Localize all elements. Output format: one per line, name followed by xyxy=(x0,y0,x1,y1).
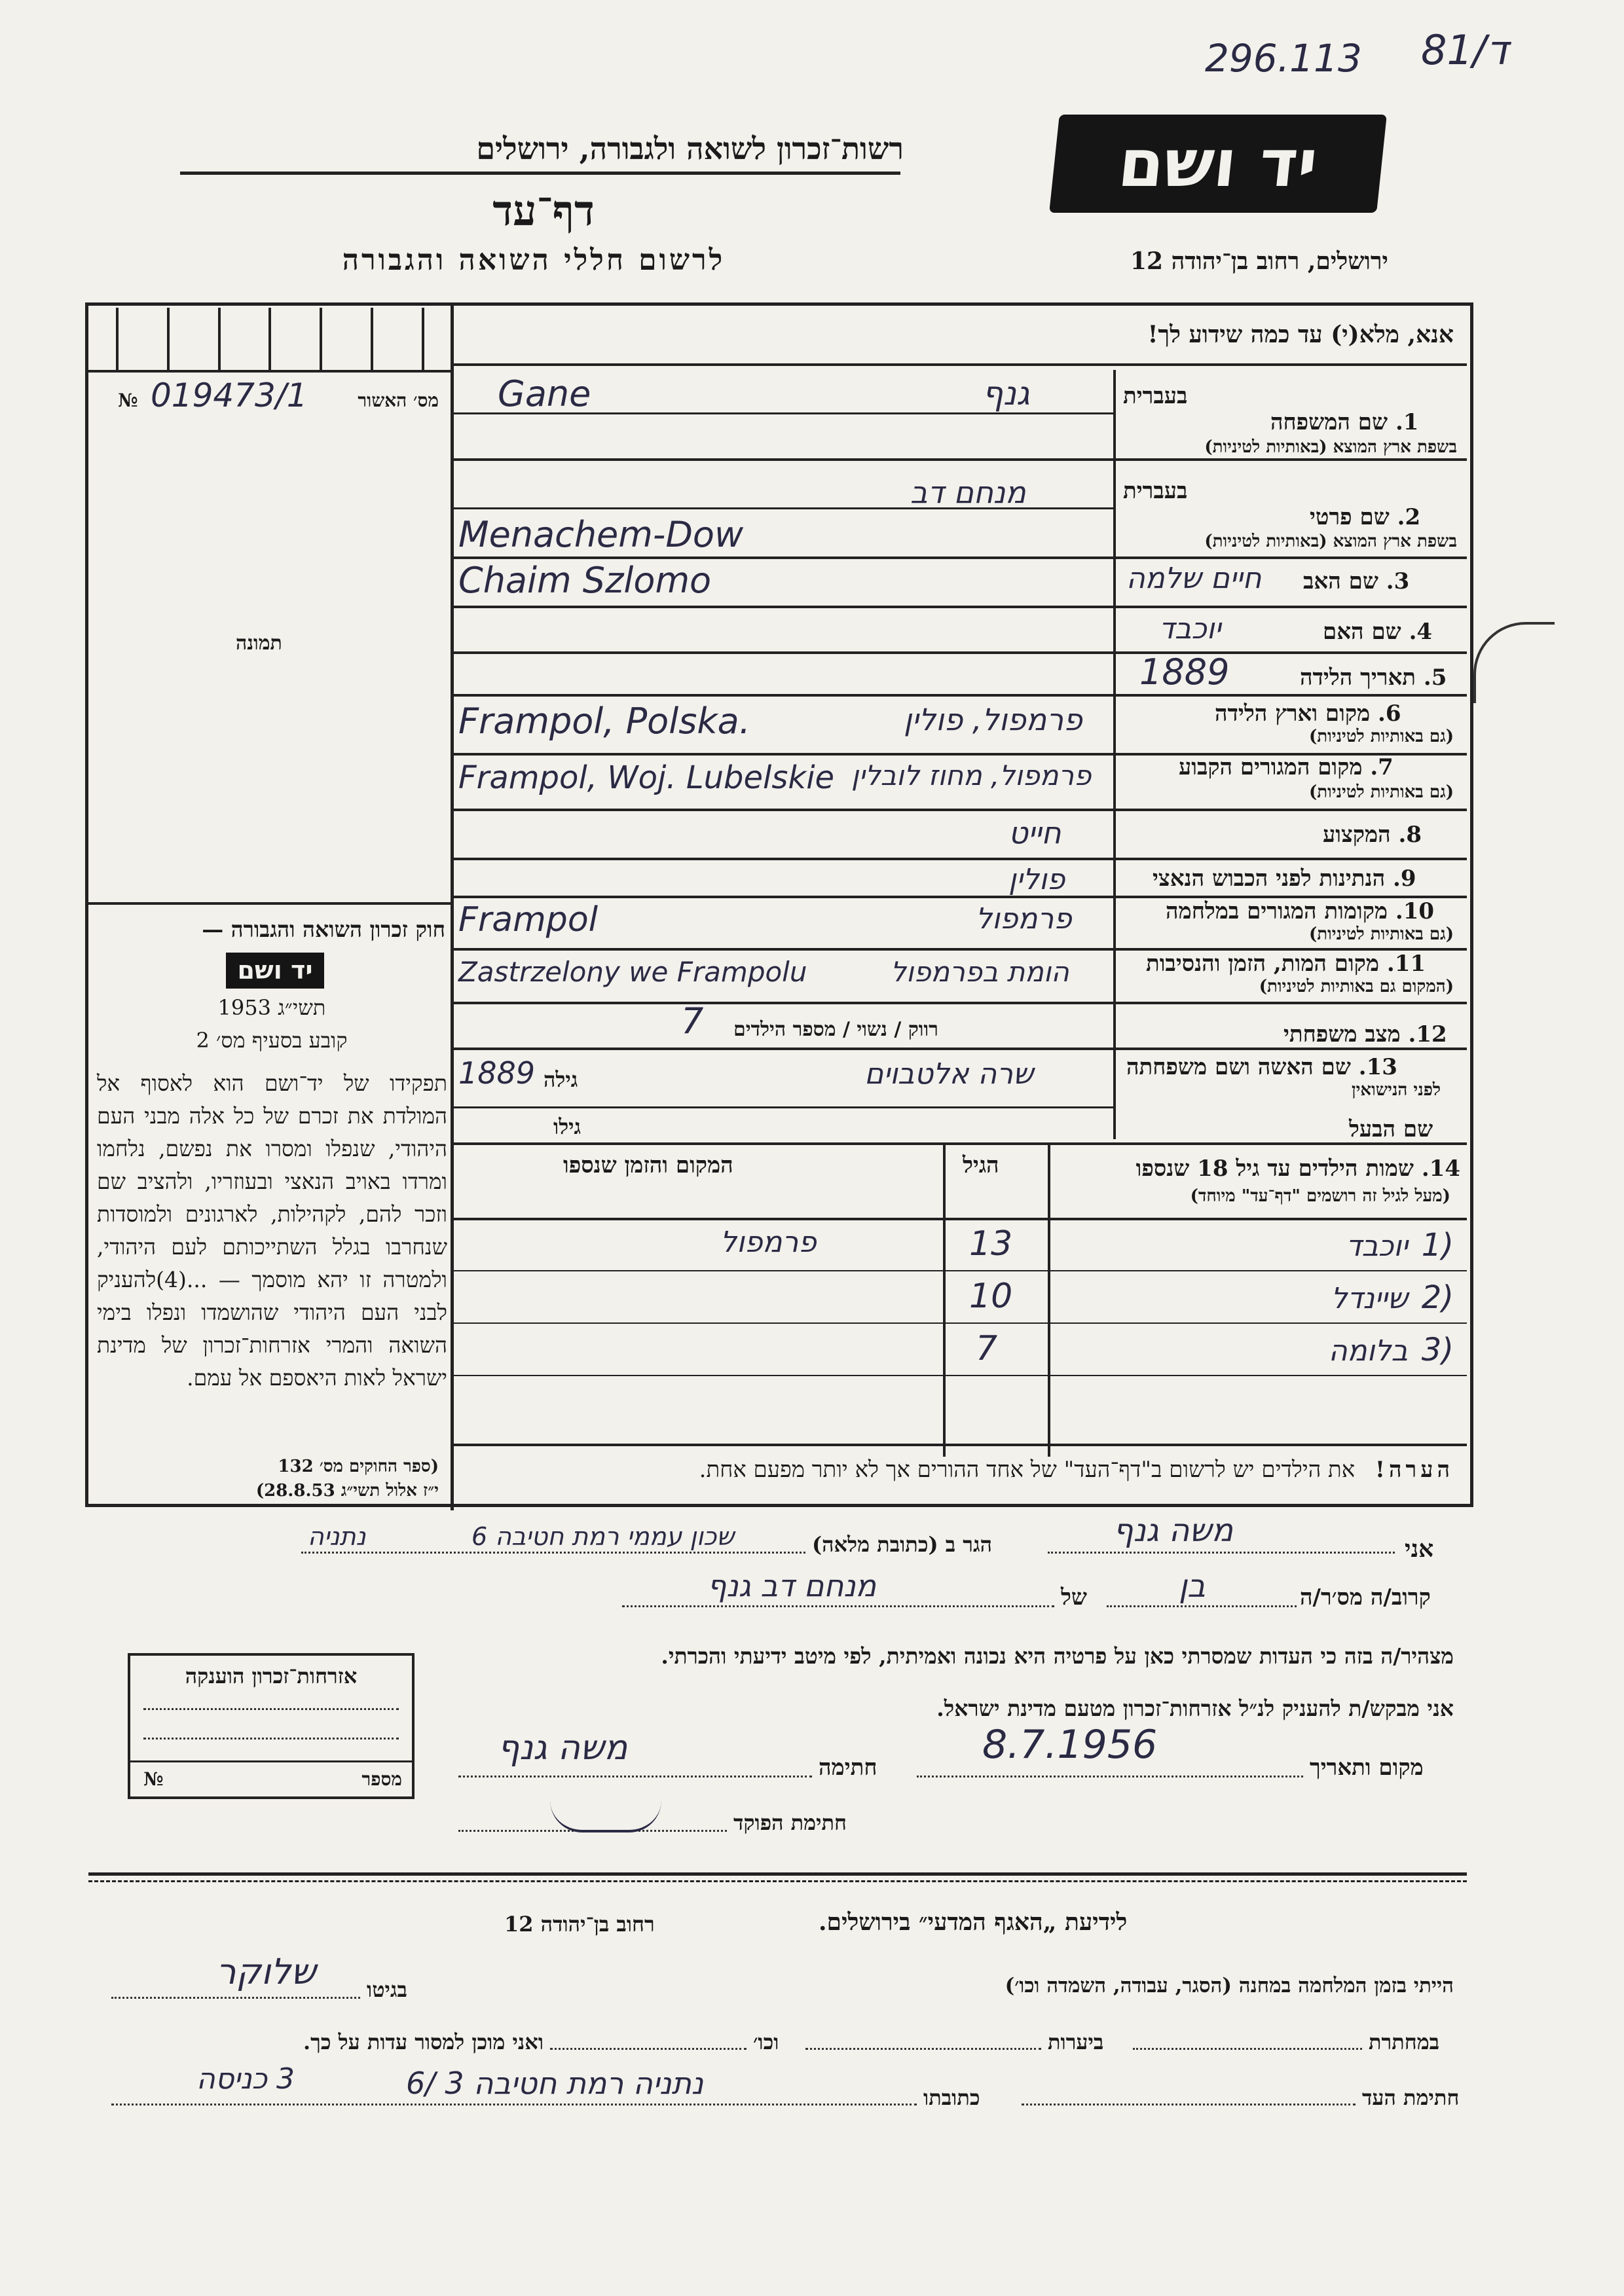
child-1-age: 13 xyxy=(969,1224,1013,1264)
field-4-label: 4. שם האם xyxy=(1323,619,1433,645)
field-4-hebrew: יוכבד xyxy=(1159,612,1221,646)
field-7-label: 7. מקום המגורים הקבוע xyxy=(1179,754,1393,780)
witness-address: נתניה רמת חטיבה 3 /6 xyxy=(406,2066,704,2101)
children-title: 14. שמות הילדים עד גיל 18 שנספו xyxy=(1135,1156,1460,1182)
child-2-age: 10 xyxy=(969,1277,1013,1316)
field-11-sub: (המקום גם באותיות לטיניות) xyxy=(1259,977,1454,996)
field-6-label: 6. מקום וארץ הלידה xyxy=(1215,701,1401,727)
field-10-label: 10. מקומות המגורים במלחמה xyxy=(1166,898,1435,924)
field-3-latin: Chaim Szlomo xyxy=(458,560,712,601)
field-2-heb-tag: בעברית xyxy=(1123,478,1188,504)
field-1-sub: בשפת ארץ המוצא (באותיות לטיניות) xyxy=(1204,437,1457,457)
field-6-latin: Frampol, Polska. xyxy=(458,701,750,742)
law-logo xyxy=(226,953,324,989)
witness-entrance: 3 כניסה xyxy=(196,2062,295,2096)
spouse-age-label: גילה xyxy=(544,1067,578,1092)
file-number: 296.113 xyxy=(1205,36,1362,81)
place-date-label: מקום ותאריך xyxy=(1310,1755,1424,1781)
field-2-label: 2. שם פרטי xyxy=(1310,504,1421,530)
citizenship-title: אזרחות־זכרון הוענקה xyxy=(185,1664,358,1688)
registration-label: מס׳ האשור xyxy=(358,390,439,411)
officer-signature-label: חתימת הפוקד xyxy=(733,1810,847,1835)
col-age-header: הגיל xyxy=(963,1152,999,1178)
field-1-hebrew: גנף xyxy=(982,374,1030,412)
relative-value: בן xyxy=(1179,1568,1206,1605)
request-text: אני מבקש/ת להעניק לנ״ל אזרחות־זכרון מטעם מדינת ישראל. xyxy=(936,1696,1454,1721)
officer-signature-mark xyxy=(550,1800,661,1832)
field-3-hebrew: חיים שלמה xyxy=(1126,562,1262,595)
of-label: של xyxy=(1061,1584,1087,1611)
field-12-children-count: 7 xyxy=(681,1000,704,1042)
spouse-age: 1889 xyxy=(458,1055,536,1091)
affirmation-text: מצהיר/ה בזה כי העדות שמסרתי כאן על פרטיה היא נכונה ואמיתית, לפי מיטב ידיעתי והכרתי. xyxy=(661,1643,1454,1669)
children-sub: (מעל לגיל זה רושמים "דף־עד" מיוחד) xyxy=(1190,1186,1450,1206)
deceased-name: מנחם דב גנף xyxy=(707,1568,876,1603)
field-1-label: 1. שם המשפחה xyxy=(1270,409,1419,435)
child-1-place: פרמפול xyxy=(720,1226,817,1259)
law-year: תשי״ג 1953 xyxy=(217,995,326,1020)
registration-prefix: № xyxy=(118,390,138,411)
instruction-text: אנא, מלא(י) עד כמה שידוע לך! xyxy=(1147,321,1454,348)
declaration-date: 8.7.1956 xyxy=(982,1722,1158,1768)
field-2-sub: בשפת ארץ המוצא (באותיות לטיניות) xyxy=(1204,532,1457,551)
citizenship-number-prefix: № xyxy=(143,1768,164,1790)
relative-label: קרוב/ה מס׳ר/ה xyxy=(1300,1584,1431,1611)
child-row-2 xyxy=(1054,1277,1460,1322)
child-row-1 xyxy=(1054,1224,1460,1270)
law-title: חוק זכרון השואה והגבורה — xyxy=(202,917,445,942)
child-3-index: 3) xyxy=(1421,1332,1454,1368)
declarant-name: משה גנף xyxy=(1113,1512,1233,1549)
note xyxy=(471,1457,1454,1483)
child-2-name: שיינדל xyxy=(1331,1282,1408,1315)
field-13-hebrew: שרה אלטבוים xyxy=(864,1057,1034,1091)
field-9-label: 9. הנתינות לפני הכבוש הנאצי xyxy=(1153,866,1416,892)
logo-text: יד ושם xyxy=(1115,125,1321,202)
field-11-hebrew: הומת בפרמפול xyxy=(891,956,1069,988)
footer-address: רחוב בן־יהודה 12 xyxy=(504,1912,655,1937)
field-10-hebrew: פרמפול xyxy=(976,902,1072,936)
authority-name: רשות־זכרון לשואה ולגבורה, ירושלים xyxy=(476,131,904,166)
registration-value: 019473/1 xyxy=(151,376,308,414)
witness-address-label: כתובתו xyxy=(923,2085,980,2110)
field-5-latin: 1889 xyxy=(1139,651,1230,693)
field-2-latin: Menachem-Dow xyxy=(458,514,744,555)
etc-label: וכו׳ xyxy=(753,2030,779,2054)
field-8-hebrew: חייט xyxy=(1008,815,1061,850)
ready-text: ואני מוכן למסור עדות על כך. xyxy=(303,2030,544,2054)
field-10-latin: Frampol xyxy=(458,900,599,939)
child-1-index: 1) xyxy=(1421,1227,1454,1264)
declarant-signature: משה גנף xyxy=(498,1728,628,1768)
child-3-name: בלומה xyxy=(1328,1334,1408,1368)
forest-label: ביערות xyxy=(1048,2030,1104,2054)
address-label: הגר ב (כתובת מלאה) xyxy=(812,1532,992,1557)
margin-mark xyxy=(1473,622,1555,703)
law-text: תפקידו של יד־ושם הוא לאסוף אל המולדת את זכרם של כל אלה מבני העם היהודי, שנפלו ומסרו את נפשם, נלחמו ומרדו באויב הנאצי ובעוזריו, ולהציב שם וזכר להם, לקהילות, לארגונים ולמוסדות שנחרבו בגלל השתייכותם לעם היהודי, ולמטרה זו יהא מוסמך — ...(4)להעניק לבני העם היהודי שהושמדו ונפלו בימי השואה והמרי אזרחות־זכרון של מדינת ישראל לאות היאספם אל עמם. xyxy=(97,1070,447,1391)
yad-vashem-logo xyxy=(1049,115,1387,213)
file-reference: 81/ד xyxy=(1421,26,1509,74)
field-7-latin: Frampol, Woj. Lubelskie xyxy=(458,759,835,796)
law-section: קובע בסעיף מס׳ 2 xyxy=(196,1028,348,1053)
form-title: דף־עד xyxy=(492,187,595,236)
ghetto-label: בגיטו xyxy=(367,1977,407,2002)
photo-label: תמונה xyxy=(236,632,282,655)
declarant-address: שכון עממי רמת חטיבה 6 xyxy=(471,1522,735,1551)
field-1-latin: Gane xyxy=(498,373,591,414)
child-2-index: 2) xyxy=(1421,1279,1454,1316)
field-7-hebrew: פרמפול, מחוז לובלין xyxy=(851,759,1092,792)
field-9-hebrew: פולין xyxy=(1008,863,1065,896)
form-subtitle: לרשום חללי השואה והגבורה xyxy=(342,244,726,277)
field-7-sub: (גם באותיות לטיניות) xyxy=(1308,782,1454,802)
child-1-name: יוכבד xyxy=(1346,1230,1408,1263)
code-boxes xyxy=(92,308,449,370)
child-row-3 xyxy=(1054,1329,1460,1375)
war-text: הייתי בזמן המלחמה במחנה (הסגר, עבודה, השמדה וכו׳) xyxy=(1005,1974,1454,1997)
field-11-label: 11. מקום המות, הזמן והנסיבות xyxy=(1146,951,1426,977)
child-3-age: 7 xyxy=(976,1329,998,1368)
registration-number xyxy=(111,376,439,422)
ghetto-value: שלוקר xyxy=(216,1951,316,1992)
col-place-header: המקום והזמן שנספו xyxy=(563,1152,733,1178)
declarant-city: נתניה xyxy=(308,1522,366,1551)
address-header: ירושלים, רחוב בן־יהודה 12 xyxy=(1130,247,1388,275)
note-text: את הילדים יש לרשום ב"דף־העד" של אחד ההורים אך לא יותר מפעם אחת. xyxy=(699,1457,1356,1483)
field-1-heb-tag: בעברית xyxy=(1123,383,1188,409)
field-10-sub: (גם באותיות לטיניות) xyxy=(1308,924,1454,944)
husband-label: שם הבעל xyxy=(1349,1116,1433,1142)
field-6-hebrew: פרמפול, פולין xyxy=(904,702,1082,737)
field-6-sub: (גם באותיות לטיניות) xyxy=(1308,727,1454,746)
signature-label: חתימה xyxy=(819,1755,877,1781)
field-12-label: 12. מצב משפחתי xyxy=(1283,1021,1447,1048)
field-13-sub: לפני הנישואין xyxy=(1351,1080,1441,1100)
field-8-label: 8. המקצוע xyxy=(1323,822,1422,848)
field-3-label: 3. שם האב xyxy=(1303,568,1410,594)
field-13-label: 13. שם האשה ושם משפחתה xyxy=(1126,1054,1397,1080)
field-12-options: רווק / נשוי / מספר הילדים xyxy=(733,1018,938,1041)
husband-age-label: גילו xyxy=(553,1114,581,1139)
note-label: הערה! xyxy=(1375,1457,1454,1483)
field-2-hebrew: מנחם דב xyxy=(910,475,1026,510)
witness-signature-label: חתימת העד xyxy=(1362,2085,1460,2110)
field-11-latin: Zastrzelony we Frampolu xyxy=(458,956,807,988)
footer-separator xyxy=(88,1872,1467,1876)
law-ref: (ספר החוקים מס׳ 132 xyxy=(278,1457,439,1476)
citizenship-number-label: מספר xyxy=(361,1768,402,1790)
law-logo-text: יד ושם xyxy=(237,956,313,985)
citizenship-box xyxy=(128,1653,415,1799)
law-date: י״ז אלול תשי״ג 28.8.53) xyxy=(255,1481,439,1501)
field-5-label: 5. תאריך הלידה xyxy=(1300,665,1447,691)
footer-title: לידיעת „האגף המדעי״ בירושלים. xyxy=(819,1908,1128,1936)
hiding-label: במחתרת xyxy=(1369,2030,1440,2054)
declarant-label: אני xyxy=(1405,1535,1434,1563)
